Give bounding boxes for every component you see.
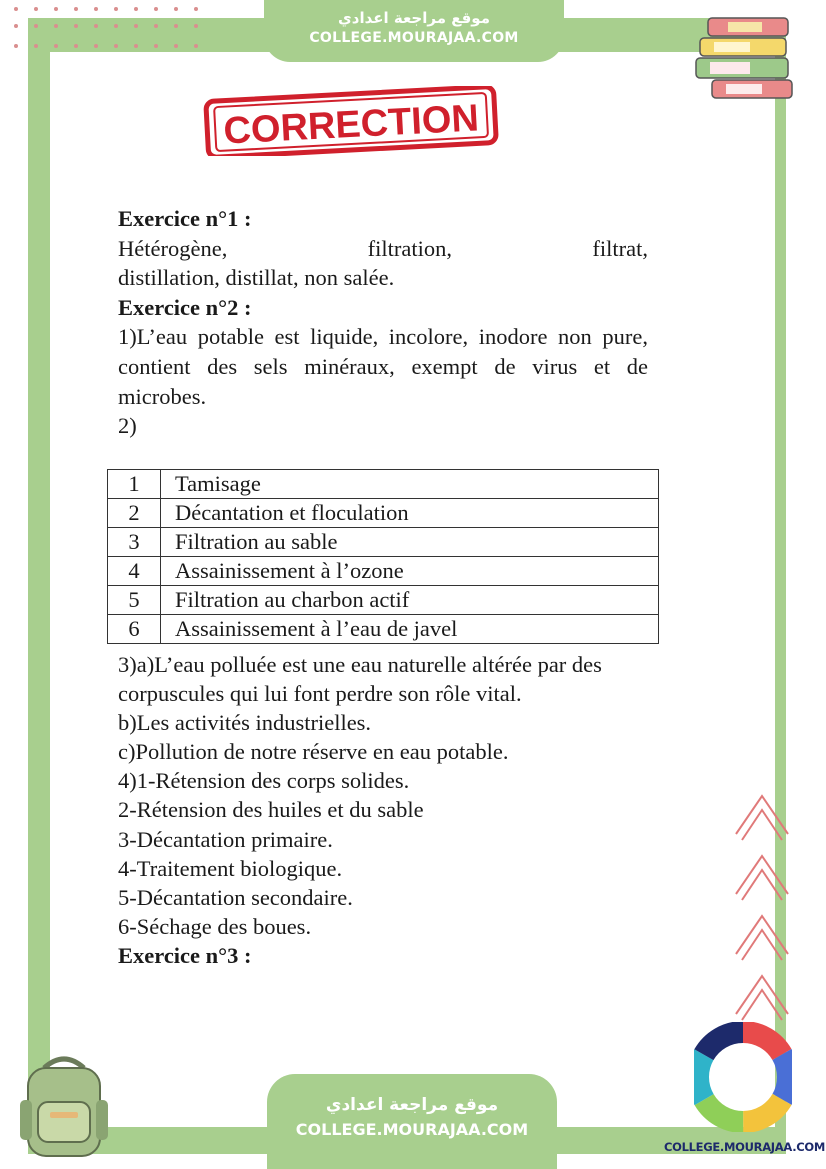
step-number: 5	[108, 586, 161, 615]
step-name: Décantation et floculation	[161, 499, 659, 528]
treatment-steps-table	[107, 469, 659, 644]
q4-step-1: 4)1-Rétension des corps solides.	[118, 768, 410, 794]
step-number: 1	[108, 470, 161, 499]
site-url[interactable]: COLLEGE.MOURAJAA.COM	[309, 30, 519, 46]
books-icon	[692, 12, 802, 100]
q4-step-4: 4-Traitement biologique.	[118, 855, 343, 881]
exercise-2-q1-answer: 1)L’eau potable est liquide, incolore, inodore non pure, contient des sels minéraux, exempt de virus et de microbes.	[118, 324, 648, 409]
q4-step-6: 6-Séchage des boues.	[118, 913, 312, 939]
header-tab	[264, 0, 564, 62]
step-name: Assainissement à l’eau de javel	[161, 615, 659, 644]
footer-site-url[interactable]: COLLEGE.MOURAJAA.COM	[295, 1120, 529, 1139]
q4-step-2: 2-Rétension des huiles et du sable	[118, 797, 424, 823]
step-number: 2	[108, 499, 161, 528]
table-row	[108, 586, 659, 615]
step-name: Filtration au charbon actif	[161, 586, 659, 615]
exercise-1-answer-line-2: distillation, distillat, non salée.	[118, 265, 395, 291]
exercise-1-title: Exercice n°1 :	[118, 206, 252, 231]
step-name: Tamisage	[161, 470, 659, 499]
step-name: Filtration au sable	[161, 528, 659, 557]
table-row	[108, 528, 659, 557]
step-number: 4	[108, 557, 161, 586]
exercise-1-2-text	[118, 204, 648, 441]
stamp-text: CORRECTION	[222, 97, 480, 153]
table-row	[108, 615, 659, 644]
chevron-up-decoration-icon	[732, 790, 792, 1040]
exercise-2-q2-label: 2)	[118, 413, 137, 439]
exercise-3-title: Exercice n°3 :	[118, 942, 252, 968]
step-name: Assainissement à l’ozone	[161, 557, 659, 586]
correction-stamp	[201, 86, 501, 156]
q4-step-5: 5-Décantation secondaire.	[118, 884, 353, 910]
logo-caption: COLLEGE.MOURAJAA.COM	[664, 1140, 826, 1154]
backpack-icon	[14, 1050, 114, 1160]
table-row	[108, 557, 659, 586]
q4-step-3: 3-Décantation primaire.	[118, 826, 333, 852]
exercise-2-continued-text	[118, 650, 646, 970]
footer-tab	[267, 1074, 557, 1169]
site-logo-icon[interactable]	[694, 1022, 792, 1132]
exercise-2-q3a-answer: 3)a)L’eau polluée est une eau naturelle altérée par des corpuscules qui lui font perdre son rôle vital.	[118, 652, 602, 707]
step-number: 3	[108, 528, 161, 557]
site-name-arabic: موقع مراجعة اعدادي	[338, 9, 490, 27]
table-row	[108, 499, 659, 528]
exercise-2-title: Exercice n°2 :	[118, 294, 252, 320]
decorative-dots	[6, 4, 196, 54]
step-number: 6	[108, 615, 161, 644]
footer-site-name-arabic: موقع مراجعة اعدادي	[325, 1095, 499, 1115]
table-row	[108, 470, 659, 499]
exercise-2-q3b-answer: b)Les activités industrielles.	[118, 710, 372, 736]
exercise-1-answer-line-1: Hétérogène, filtration, filtrat,	[118, 235, 648, 261]
exercise-2-q3c-answer: c)Pollution de notre réserve en eau potable.	[118, 739, 509, 765]
